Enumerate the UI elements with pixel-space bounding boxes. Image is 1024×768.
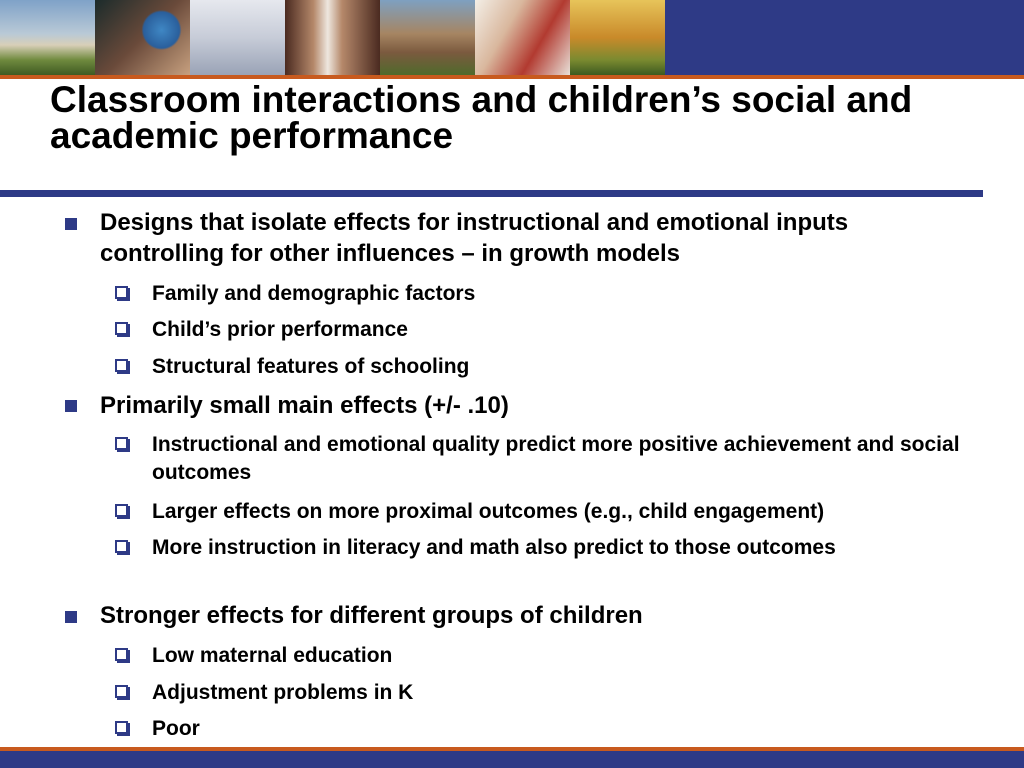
checkbox-bullet-icon: [115, 540, 128, 553]
square-bullet-icon: [65, 611, 77, 623]
bullet-item: Stronger effects for different groups of children: [100, 602, 643, 629]
students-reading-photo: [475, 0, 570, 75]
checkbox-bullet-icon: [115, 685, 128, 698]
students-globe-photo: [95, 0, 190, 75]
sub-bullet-item: Poor: [152, 717, 200, 740]
checkbox-bullet-icon: [115, 504, 128, 517]
bullet-item: Primarily small main effects (+/- .10): [100, 392, 509, 419]
sub-bullet-item: Low maternal education: [152, 644, 393, 667]
sub-bullet-item: Family and demographic factors: [152, 282, 476, 305]
campus-rotunda-photo: [0, 0, 95, 75]
checkbox-bullet-icon: [115, 648, 128, 661]
sub-bullet-item: Structural features of schooling: [152, 355, 470, 378]
column-capital-photo: [190, 0, 285, 75]
sub-bullet-item: Larger effects on more proximal outcomes (e.g., child engagement): [152, 500, 825, 523]
checkbox-bullet-icon: [115, 286, 128, 299]
colonnade-photo: [285, 0, 380, 75]
square-bullet-icon: [65, 400, 77, 412]
autumn-lawn-photo: [570, 0, 665, 75]
bullet-item: Designs that isolate effects for instructional and emotional inputs controlling for other influences – in growth models: [100, 209, 849, 267]
title-underline: [0, 190, 983, 197]
serpentine-wall-photo: [380, 0, 475, 75]
photo-strip: [0, 0, 665, 75]
square-bullet-icon: [65, 218, 77, 230]
checkbox-bullet-icon: [115, 437, 128, 450]
sub-bullet-item: More instruction in literacy and math also predict to those outcomes: [152, 536, 836, 559]
sub-bullet-item: Adjustment problems in K: [152, 681, 414, 704]
footer-bar: [0, 751, 1024, 768]
checkbox-bullet-icon: [115, 322, 128, 335]
checkbox-bullet-icon: [115, 721, 128, 734]
slide-title: Classroom interactions and children’s social and academic performance: [50, 79, 913, 156]
sub-bullet-item: Instructional and emotional quality predict more positive achievement and social outcomes: [152, 433, 960, 484]
sub-bullet-item: Child’s prior performance: [152, 318, 408, 341]
checkbox-bullet-icon: [115, 359, 128, 372]
